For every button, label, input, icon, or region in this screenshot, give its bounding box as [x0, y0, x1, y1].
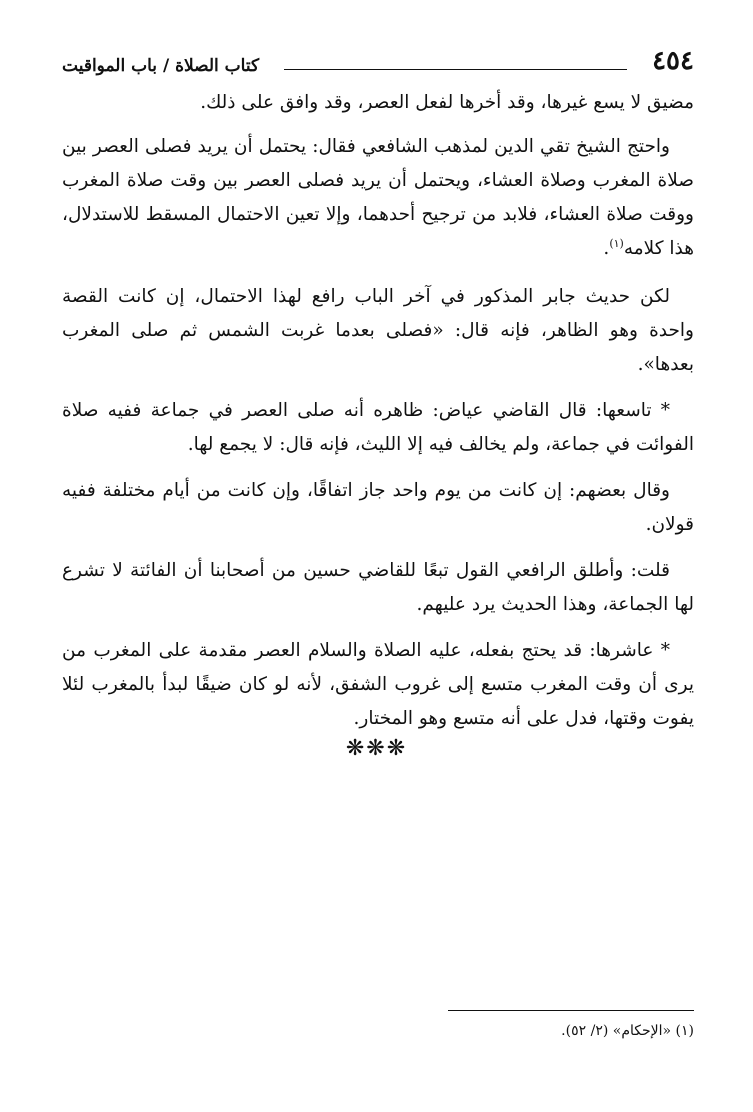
paragraph-text: قلت: وأطلق الرافعي القول تبعًا للقاضي حسين من أصحابنا أن الفائتة لا تشرع لها الجماعة، وهذا الحديث يرد عليهم.: [62, 560, 694, 615]
page-number: ٤٥٤: [652, 46, 694, 76]
footnote-reference[interactable]: (١): [609, 236, 624, 250]
paragraph-text: مضيق لا يسع غيرها، وقد أخرها لفعل العصر، وقد وافق على ذلك.: [200, 92, 694, 113]
paragraph-ninth-point: [62, 394, 694, 462]
running-title: كتاب الصلاة / باب المواقيت: [62, 56, 260, 76]
header-rule: [284, 69, 627, 70]
section-separator: ❋❋❋: [345, 736, 408, 761]
paragraph-some-said: [62, 474, 694, 542]
paragraph-text: * عاشرها: قد يحتج بفعله، عليه الصلاة والسلام العصر مقدمة على المغرب من يرى أن وقت المغرب متسع إلى غروب الشفق، لأنه لو كان ضيقًا لبدأ بالمغرب لئلا يفوت وقتها، فدل على أنه متسع وهو المختار.: [62, 640, 694, 729]
paragraph-text: واحتج الشيخ تقي الدين لمذهب الشافعي فقال: يحتمل أن يريد فصلى العصر بين صلاة المغرب وصلاة العشاء، ويحتمل أن يريد فصلى العصر بين وقت صلاة المغرب ووقت صلاة العشاء، فلابد من ترجيح أحدهما، وإلا تعين الاحتمال المسقط للاستدلال، هذا كلامه: [62, 136, 694, 259]
paragraph-continuation: [62, 86, 694, 120]
paragraph-text: لكن حديث جابر المذكور في آخر الباب رافع لهذا الاحتمال، إن كانت القصة واحدة وهو الظاهر، فإنه قال: «فصلى بعدما غربت الشمس ثم صلى المغرب بعدها».: [62, 286, 694, 375]
paragraph-jabir-hadith: [62, 280, 694, 382]
footnote-rule: [448, 1010, 694, 1011]
main-text: [62, 86, 694, 748]
paragraph-i-said: [62, 554, 694, 622]
paragraph-text: * تاسعها: قال القاضي عياض: ظاهره أنه صلى العصر في جماعة ففيه صلاة الفوائت في جماعة، ولم يخالف فيه إلا الليث، فإنه قال: لا يجمع لها.: [62, 400, 694, 455]
paragraph-tenth-point: [62, 634, 694, 736]
footnote: (١) «الإحكام» (٢/ ٥٢).: [561, 1023, 694, 1039]
paragraph-text: وقال بعضهم: إن كانت من يوم واحد جاز اتفاقًا، وإن كانت من أيام مختلفة ففيه قولان.: [62, 480, 694, 535]
paragraph-tail: .: [603, 238, 610, 259]
paragraph-taqi-al-din: [62, 130, 694, 266]
page-header: [62, 44, 694, 84]
